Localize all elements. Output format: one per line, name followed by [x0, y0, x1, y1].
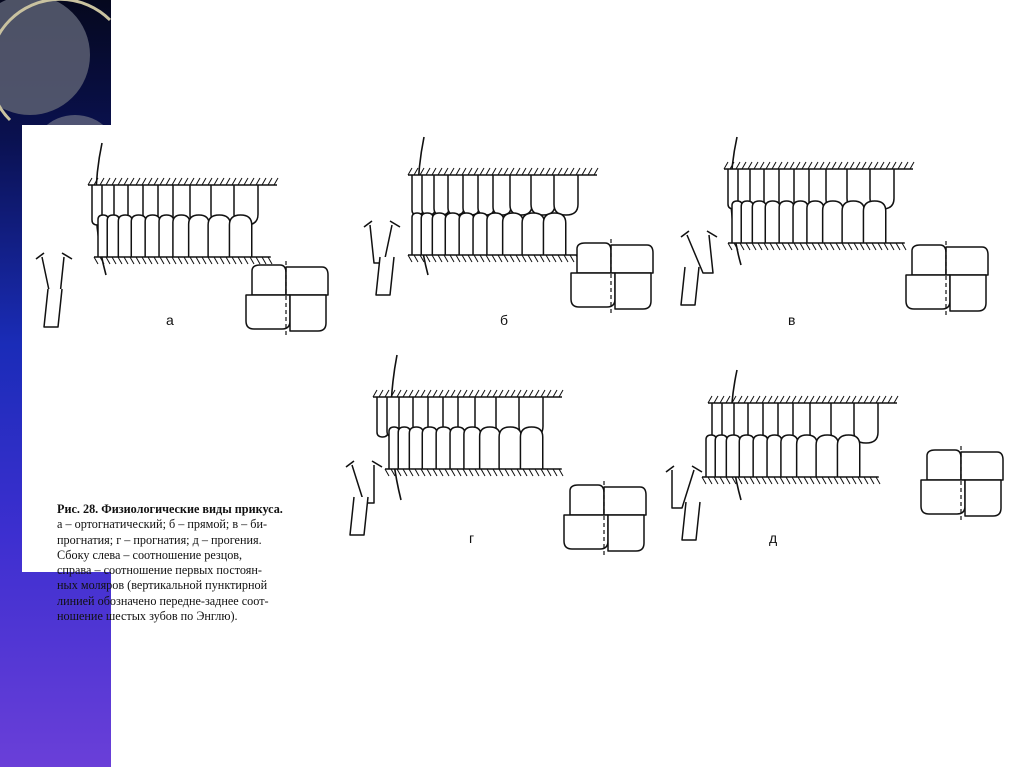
lower-tooth [487, 213, 504, 255]
lower-tooth [473, 213, 488, 255]
gum-hatching [88, 178, 278, 185]
lower-tooth [421, 213, 433, 255]
figure-panel [22, 125, 1024, 624]
lower-tooth [398, 427, 410, 469]
lower-tooth [781, 435, 798, 477]
molar-lower-2 [950, 275, 986, 311]
molar-lower-2 [290, 295, 326, 331]
lower-tooth [823, 201, 843, 243]
lower-tooth [739, 435, 754, 477]
molar-upper-2 [611, 245, 653, 273]
molar-lower [921, 480, 965, 514]
lower-tooth [842, 201, 864, 243]
lower-tooth [779, 201, 794, 243]
panel-label-a: а [166, 312, 174, 328]
caption-lead: Рис. 28. [57, 502, 99, 516]
lower-tooth [520, 427, 542, 469]
molar-upper [927, 450, 961, 480]
molar-lower [246, 295, 290, 329]
gum-hatching [702, 477, 880, 484]
molar-upper-2 [286, 267, 328, 295]
molar-lower-2 [965, 480, 1001, 516]
lower-tooth [118, 215, 132, 257]
lower-tooth [726, 435, 740, 477]
lower-tooth [432, 213, 446, 255]
caption-line: справа – соотношение первых постоян- [57, 563, 262, 578]
lower-tooth [445, 213, 460, 255]
lower-tooth [543, 213, 565, 255]
upper-tooth [493, 175, 511, 215]
molar-upper-2 [961, 452, 1003, 480]
upper-tooth [510, 175, 532, 215]
caption-line: ных моляров (вертикальной пунктирной [57, 578, 268, 593]
lower-tooth [189, 215, 209, 257]
lower-tooth [793, 201, 808, 243]
panel-label-v: в [788, 312, 796, 328]
incisor-lower-profile [682, 502, 700, 540]
lower-tooth [753, 435, 768, 477]
panel-label-b: б [500, 312, 509, 328]
upper-tooth [478, 175, 494, 215]
incisor-lower-profile [681, 267, 699, 305]
lower-tooth [499, 427, 521, 469]
caption-line: ношение шестых зубов по Энглю). [57, 609, 238, 624]
molar-lower-2 [608, 515, 644, 551]
caption-line: Сбоку слева – соотношение резцов, [57, 547, 243, 562]
molar-upper [570, 485, 604, 515]
panel-label-d: д [769, 530, 778, 546]
figure-caption [57, 502, 349, 624]
molar-upper-2 [604, 487, 646, 515]
lower-tooth [522, 213, 544, 255]
incisor-lower-profile [44, 289, 62, 327]
molar-lower [571, 273, 615, 307]
molar-lower [906, 275, 950, 309]
upper-tooth [448, 175, 464, 215]
lower-tooth [863, 201, 885, 243]
upper-tooth [434, 175, 449, 215]
lower-tooth [741, 201, 753, 243]
lower-tooth [422, 427, 437, 469]
lower-tooth [159, 215, 174, 257]
gum-hatching [724, 162, 914, 169]
upper-tooth [854, 403, 878, 443]
caption-title: Физиологические виды прикуса. [98, 502, 283, 516]
molar-lower [564, 515, 608, 549]
upper-tooth [422, 175, 435, 215]
lower-tooth [765, 201, 780, 243]
gum-hatching [94, 257, 272, 264]
lower-tooth [464, 427, 481, 469]
lower-tooth [107, 215, 119, 257]
lower-tooth [807, 201, 824, 243]
lower-tooth [503, 213, 523, 255]
caption-line: прогнатия; г – прогнатия; д – прогения. [57, 532, 262, 547]
molar-upper [577, 243, 611, 273]
gum-hatching [408, 255, 586, 262]
lower-tooth [767, 435, 782, 477]
lower-tooth [131, 215, 146, 257]
molar-upper-2 [946, 247, 988, 275]
lower-tooth [797, 435, 817, 477]
upper-tooth [463, 175, 479, 215]
lower-tooth [229, 215, 251, 257]
lower-tooth [752, 201, 766, 243]
lower-tooth [459, 213, 474, 255]
molar-lower-2 [615, 273, 651, 309]
gum-hatching [408, 168, 598, 175]
lower-tooth [715, 435, 727, 477]
caption-line: а – ортогнатический; б – прямой; в – би- [57, 517, 268, 532]
gum-hatching [728, 243, 906, 250]
lower-tooth [436, 427, 451, 469]
panel-label-g: г [469, 530, 475, 546]
lower-tooth [837, 435, 859, 477]
lower-tooth [450, 427, 465, 469]
lower-tooth [480, 427, 500, 469]
lower-tooth [145, 215, 160, 257]
lower-tooth [208, 215, 230, 257]
gum-hatching [708, 396, 898, 403]
upper-tooth [531, 175, 555, 215]
gum-hatching [373, 390, 563, 397]
upper-tooth [554, 175, 578, 215]
molar-upper [912, 245, 946, 275]
incisor-lower-profile [376, 257, 394, 295]
molar-upper [252, 265, 286, 295]
lower-tooth [173, 215, 190, 257]
incisor-lower-profile [350, 497, 368, 535]
caption-line: линией обозначено передне-заднее соот- [57, 593, 269, 608]
lower-tooth [816, 435, 838, 477]
gum-hatching [385, 469, 563, 476]
lower-tooth [409, 427, 423, 469]
